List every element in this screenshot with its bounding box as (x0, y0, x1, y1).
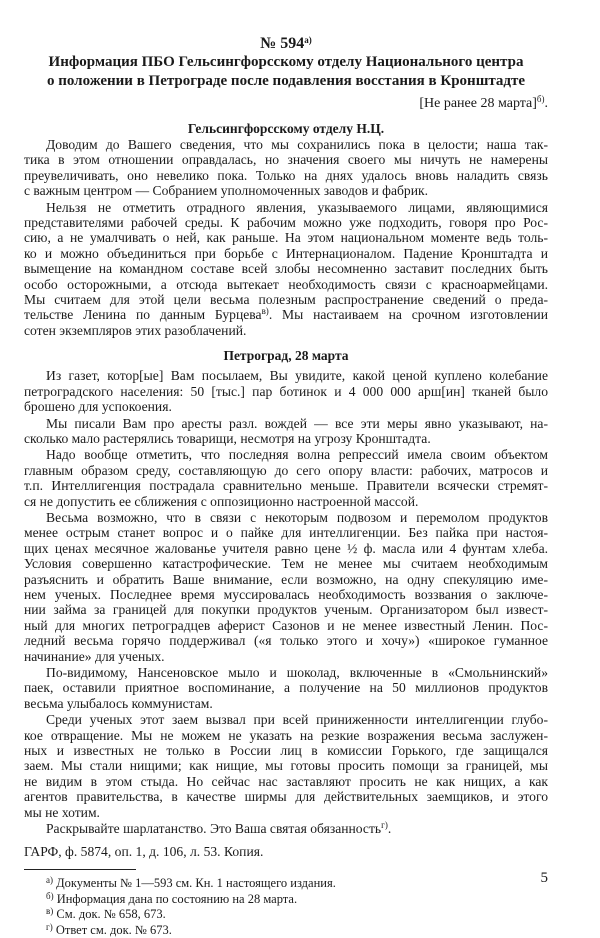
paragraph (24, 368, 548, 414)
text-line: т.п. Интеллигенция пострадала сравнительно меньше. Правители всячески стремят- (24, 478, 548, 494)
paragraph (24, 821, 548, 836)
text-line: По-видимому, Нансеновское мыло и шоколад, включенные в «Смольнинский» (46, 665, 548, 680)
text-line: паек, оставили приятное воспоминание, а получение на 50 миллионов продуктов (24, 680, 548, 696)
text-line: петроградского населения: 50 [тыс.] пар ботинок и 4 000 000 арш[ин] тканей было (24, 383, 548, 399)
text-line: ный для многих петроградцев аферист Сазонов и не менее известный Ленин. Пос- (24, 617, 548, 633)
text-line: тика в этом отношении оправдалась, но значения своего мы ничуть не намерены (24, 152, 548, 168)
footnote (24, 876, 548, 892)
document-number-text: № 594 (260, 35, 305, 52)
page-number: 5 (540, 870, 548, 886)
footnote (24, 907, 548, 923)
text-line: Среди ученых этот заем вызвал при всей приниженности интеллигенции глубо- (46, 712, 548, 728)
archive-source: ГАРФ, ф. 5874, оп. 1, д. 106, л. 53. Копия. (24, 844, 264, 860)
footnotes (24, 876, 548, 938)
text-line: нии займа за границей для покупки продуктов ученым. Организатором был извест- (24, 602, 548, 618)
text-line: вымещение на командном составе всей злобы несомненно заставит последних быть (24, 261, 548, 277)
section-heading-dateline: Петроград, 28 марта (223, 348, 349, 364)
text-line: ко и можно объединиться при борьбе с Интернационалом. Падение Кронштадта и (24, 245, 548, 261)
text-line: Мы считаем для этой цели весьма полезным распространение сведений о преда- (24, 292, 548, 308)
section-heading-addressee: Гельсингфорсскому отделу Н.Ц. (187, 121, 385, 136)
text-line: сколько мало растерялись товарищи, несмотря на угрозу Кронштадта. (24, 430, 431, 446)
footnote-text: См. док. № 658, 673. (56, 907, 166, 922)
text-segment: тельстве Ленина по данным Бурцева (24, 307, 262, 323)
footnote (24, 892, 548, 908)
text-line: с важным центром — Собранием уполномоченных заводов и фабрик. (24, 183, 428, 199)
paragraph (24, 200, 548, 339)
text-line: преувеличивать, оно невелико пока. Только на днях удалось вновь наладить связь (24, 167, 548, 183)
document-title (24, 53, 548, 91)
date-tail: . (544, 96, 548, 111)
footnote-mark: б) (46, 890, 54, 901)
text-line: не видим в этом стыда. Но сейчас нас заставляют просить не как нищих, а как (24, 773, 548, 789)
text-line: Из газет, котор[ые] Вам посылаем, Вы увидите, какой ценой куплено колебание (46, 368, 548, 384)
footnote-ref: а) (304, 35, 312, 45)
section-body (24, 368, 548, 836)
text-line: представителями рабочей среды. К рабочим можно уже подходить, говоря про Рос- (24, 215, 548, 231)
text-line: главным образом среду, составляющую до сего опору власти: рабочих, матросов и (24, 462, 548, 478)
document-date (24, 95, 548, 113)
footnote-ref: б) (536, 94, 545, 104)
text-line: мы не хотим. (24, 804, 100, 820)
paragraph (24, 510, 548, 664)
paragraph (24, 447, 548, 509)
text-line: Надо вообще отметить, что последняя волна репрессий имела своим объектом (46, 447, 548, 463)
document-number (24, 34, 548, 53)
text-line: ледний весьма горячо поддерживал («я только этого и хочу») «широкое гуманное (24, 633, 548, 649)
text-line: брошено для успокоения. (24, 399, 172, 415)
text-line: разъяснить и обратить Ваше внимание, если возможно, на одну спекуляцию име- (24, 571, 548, 587)
paragraph (24, 712, 548, 820)
text-line: начинание» для ученых. (24, 648, 165, 664)
text-line: Весьма возможно, что в связи с некоторым подвозом и перемолом продуктов (46, 509, 548, 525)
footnote-mark: в) (46, 906, 54, 917)
text-line: весьма улыбалось коммунистам. (24, 695, 213, 711)
footnote-text: Информация дана по состоянию на 28 марта. (56, 891, 298, 906)
footnote-ref: г) (381, 820, 388, 831)
footnote-text: Документы № 1—593 см. Кн. 1 настоящего издания. (56, 876, 336, 891)
paragraph (24, 416, 548, 447)
section-body (24, 137, 548, 338)
document-page (24, 34, 548, 938)
text-line: Доводим до Вашего сведения, что мы сохранились пока в целости; наша так- (46, 137, 548, 152)
text-line: Нельзя не отметить отрадного явления, указываемого лицами, являющимися (46, 199, 548, 215)
footnote-divider (24, 869, 136, 870)
footnote-mark: а) (46, 875, 53, 886)
title-line: о положении в Петрограде после подавления восстания в Кронштадте (46, 73, 526, 89)
text-line: Мы писали Вам про аресты разл. вождей — все эти меры явно указывают, на- (46, 415, 548, 431)
text-line (24, 307, 548, 322)
text-line: особо осторожными, а отсюда вытекает необходимость связи с красноармейцами. (24, 276, 548, 292)
paragraph (24, 137, 548, 199)
text-line: нем ученых. Последнее время муссировалась необходимость воззвания о заключе- (24, 586, 548, 602)
footnote (24, 923, 548, 938)
text-line: Условия совершенно катастрофические. Тем не менее мы считаем необходимым (24, 556, 548, 572)
footnote-text: Ответ см. док. № 673. (55, 922, 172, 937)
text-segment: . (387, 821, 392, 837)
text-line: ных и известных не только в России лиц в комиссии Горького, где защищался (24, 743, 548, 759)
text-segment: . Мы настаиваем на срочном изготовлении (268, 307, 548, 323)
text-line: кое отвращение. Мы не можем не указать на резкие возражения весьма заслужен- (24, 727, 548, 743)
text-line: заем. Мы стали нищими; как нищие, мы готовы просить помощи за границей, мы (24, 758, 548, 774)
text-line: сию, а не умалчивать о ней, как раньше. На этом национальном моменте ведь толь- (24, 230, 548, 246)
text-segment: Раскрывайте шарлатанство. Это Ваша святая обязанность (46, 821, 382, 837)
date-text: [Не ранее 28 марта] (419, 96, 537, 111)
text-line: менее острым станет вопрос и о пайке для интеллигенции. Без пайка при настоя- (24, 525, 548, 541)
footnote-mark: г) (46, 921, 53, 932)
footnote-ref: в) (261, 306, 269, 317)
text-line: сотен экземпляров этих разоблачений. (24, 322, 247, 338)
text-line: ся не допустить ее сближения с оппозиционно настроенной массой. (24, 493, 419, 509)
text-line (24, 821, 548, 836)
text-line: агентов правительства, в качестве ширмы для действительных заемщиков, и этого (24, 789, 548, 805)
paragraph (24, 665, 548, 711)
title-line: Информация ПБО Гельсингфорсскому отделу Национального центра (48, 54, 524, 70)
text-line: щих ценах месячное жалованье учителя равно цене ½ ф. масла или 4 фунтам хлеба. (24, 540, 548, 556)
